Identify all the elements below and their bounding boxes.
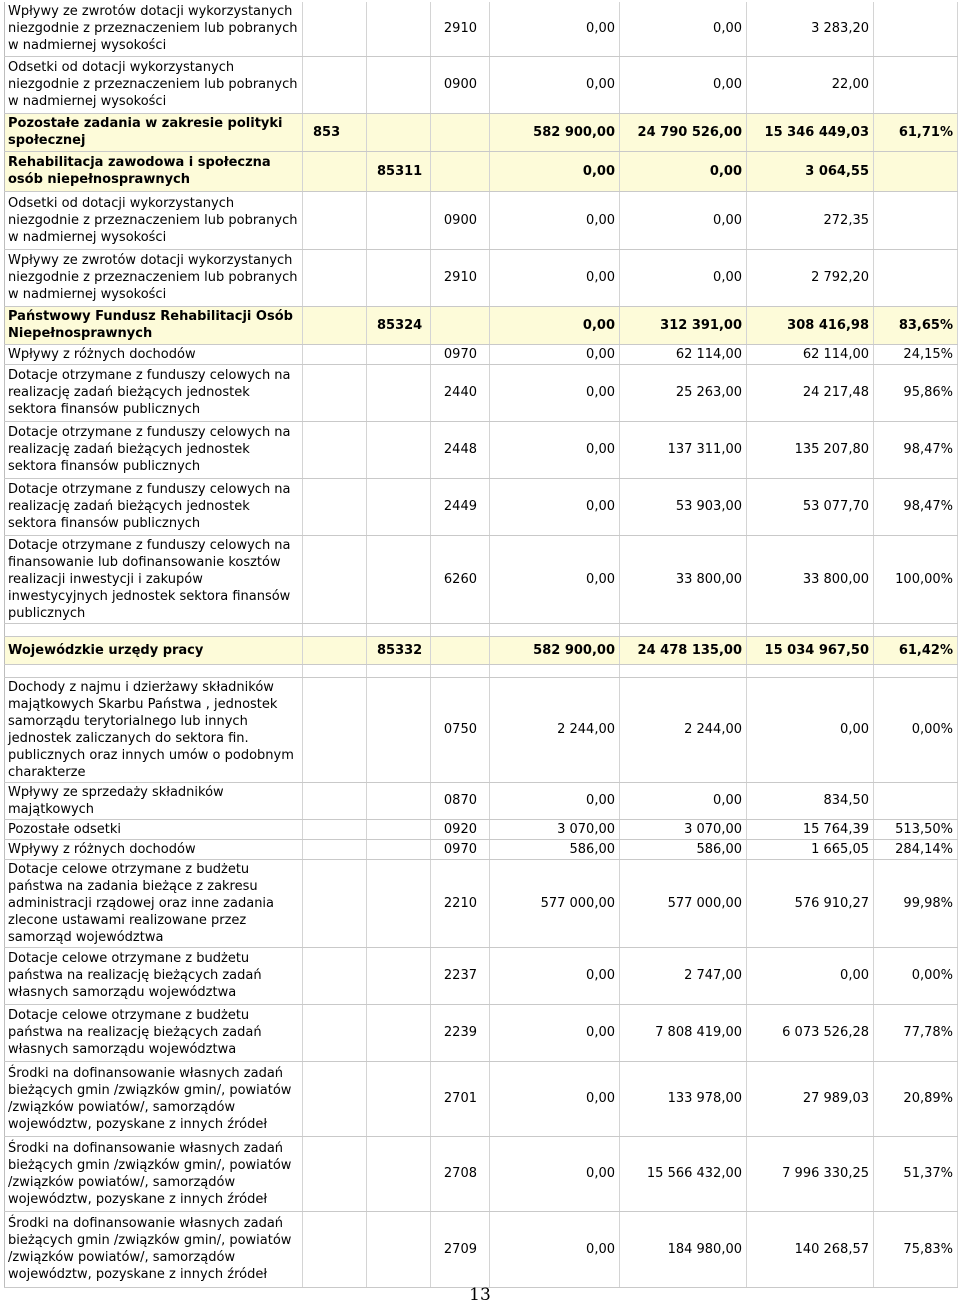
paragraph-code: 0970 — [431, 344, 490, 364]
plan-after-changes-value: 24 790 526,00 — [620, 113, 747, 151]
chapter-code — [303, 1211, 367, 1287]
section-code — [367, 782, 431, 819]
plan-after-changes-value: 586,00 — [620, 839, 747, 859]
row-description: Pozostałe odsetki — [5, 819, 303, 839]
row-description: Dotacje celowe otrzymane z budżetu państwa na zadania bieżące z zakresu administracji rządowej oraz inne zadania zlecone ustawami realizowane przez samorząd województwa — [5, 859, 303, 947]
executed-value: 834,50 — [747, 782, 874, 819]
spacer-cell — [431, 664, 490, 677]
spacer-cell — [431, 623, 490, 636]
plan-after-changes-value: 62 114,00 — [620, 344, 747, 364]
paragraph-code: 0920 — [431, 819, 490, 839]
spacer-cell — [490, 623, 620, 636]
executed-value: 33 800,00 — [747, 535, 874, 623]
plan-after-changes-value: 0,00 — [620, 249, 747, 306]
execution-percent: 77,78% — [874, 1004, 958, 1061]
table-row — [5, 535, 958, 623]
executed-value: 15 034 967,50 — [747, 636, 874, 664]
chapter-code — [303, 249, 367, 306]
table-row — [5, 421, 958, 478]
table-row — [5, 478, 958, 535]
section-code — [367, 478, 431, 535]
executed-value: 1 665,05 — [747, 839, 874, 859]
section-code: 85324 — [367, 306, 431, 344]
execution-percent — [874, 151, 958, 191]
table-row — [5, 1061, 958, 1136]
initial-plan-value: 577 000,00 — [490, 859, 620, 947]
paragraph-code: 0900 — [431, 56, 490, 113]
section-code — [367, 2, 431, 56]
executed-value: 24 217,48 — [747, 364, 874, 421]
spacer-row — [5, 623, 958, 636]
row-description: Środki na dofinansowanie własnych zadań bieżących gmin /związków gmin/, powiatów /związków powiatów/, samorządów województw, pozyskane z innych źródeł — [5, 1136, 303, 1211]
section-code — [367, 191, 431, 249]
executed-value: 135 207,80 — [747, 421, 874, 478]
spacer-cell — [620, 664, 747, 677]
spacer-cell — [620, 623, 747, 636]
section-code — [367, 1136, 431, 1211]
row-description: Dotacje otrzymane z funduszy celowych na realizację zadań bieżących jednostek sektora finansów publicznych — [5, 421, 303, 478]
executed-value: 6 073 526,28 — [747, 1004, 874, 1061]
row-description: Dotacje otrzymane z funduszy celowych na realizację zadań bieżących jednostek sektora finansów publicznych — [5, 478, 303, 535]
plan-after-changes-value: 2 244,00 — [620, 677, 747, 782]
paragraph-code: 2237 — [431, 947, 490, 1004]
row-description: Dotacje celowe otrzymane z budżetu państwa na realizację bieżących zadań własnych samorządu województwa — [5, 1004, 303, 1061]
table-row — [5, 677, 958, 782]
table-row — [5, 249, 958, 306]
chapter-code — [303, 1061, 367, 1136]
table-row — [5, 636, 958, 664]
execution-percent — [874, 56, 958, 113]
initial-plan-value: 0,00 — [490, 421, 620, 478]
executed-value: 15 346 449,03 — [747, 113, 874, 151]
paragraph-code: 2440 — [431, 364, 490, 421]
chapter-code — [303, 478, 367, 535]
execution-percent: 51,37% — [874, 1136, 958, 1211]
initial-plan-value: 582 900,00 — [490, 636, 620, 664]
paragraph-code: 6260 — [431, 535, 490, 623]
chapter-code — [303, 344, 367, 364]
execution-percent: 100,00% — [874, 535, 958, 623]
initial-plan-value: 0,00 — [490, 1004, 620, 1061]
plan-after-changes-value: 33 800,00 — [620, 535, 747, 623]
executed-value: 0,00 — [747, 947, 874, 1004]
plan-after-changes-value: 137 311,00 — [620, 421, 747, 478]
initial-plan-value: 0,00 — [490, 478, 620, 535]
table-row — [5, 782, 958, 819]
section-code — [367, 364, 431, 421]
paragraph-code: 0900 — [431, 191, 490, 249]
initial-plan-value: 0,00 — [490, 947, 620, 1004]
table-row — [5, 819, 958, 839]
budget-income-table — [4, 2, 958, 1288]
initial-plan-value: 2 244,00 — [490, 677, 620, 782]
execution-percent: 284,14% — [874, 839, 958, 859]
paragraph-code: 0750 — [431, 677, 490, 782]
execution-percent: 75,83% — [874, 1211, 958, 1287]
executed-value: 22,00 — [747, 56, 874, 113]
executed-value: 3 283,20 — [747, 2, 874, 56]
initial-plan-value: 0,00 — [490, 249, 620, 306]
initial-plan-value: 0,00 — [490, 1211, 620, 1287]
row-description: Wpływy ze zwrotów dotacji wykorzystanych niezgodnie z przeznaczeniem lub pobranych w nadmiernej wysokości — [5, 249, 303, 306]
paragraph-code: 2910 — [431, 249, 490, 306]
table-row — [5, 151, 958, 191]
paragraph-code: 0870 — [431, 782, 490, 819]
executed-value: 7 996 330,25 — [747, 1136, 874, 1211]
paragraph-code — [431, 113, 490, 151]
spacer-cell — [303, 623, 367, 636]
initial-plan-value: 0,00 — [490, 1136, 620, 1211]
row-description: Odsetki od dotacji wykorzystanych niezgodnie z przeznaczeniem lub pobranych w nadmiernej wysokości — [5, 191, 303, 249]
chapter-code — [303, 947, 367, 1004]
section-code — [367, 947, 431, 1004]
paragraph-code: 0970 — [431, 839, 490, 859]
section-code — [367, 1061, 431, 1136]
section-code — [367, 1211, 431, 1287]
chapter-code — [303, 677, 367, 782]
execution-percent: 513,50% — [874, 819, 958, 839]
spacer-cell — [367, 664, 431, 677]
table-row — [5, 191, 958, 249]
execution-percent: 0,00% — [874, 947, 958, 1004]
table-row — [5, 56, 958, 113]
table-row — [5, 2, 958, 56]
executed-value: 15 764,39 — [747, 819, 874, 839]
paragraph-code: 2210 — [431, 859, 490, 947]
spacer-cell — [5, 623, 303, 636]
paragraph-code: 2449 — [431, 478, 490, 535]
spacer-cell — [5, 664, 303, 677]
table-row — [5, 113, 958, 151]
row-description: Państwowy Fundusz Rehabilitacji Osób Niepełnosprawnych — [5, 306, 303, 344]
execution-percent: 24,15% — [874, 344, 958, 364]
plan-after-changes-value: 15 566 432,00 — [620, 1136, 747, 1211]
plan-after-changes-value: 0,00 — [620, 151, 747, 191]
execution-percent — [874, 191, 958, 249]
table-row — [5, 859, 958, 947]
paragraph-code: 2910 — [431, 2, 490, 56]
initial-plan-value: 0,00 — [490, 1061, 620, 1136]
chapter-code — [303, 364, 367, 421]
section-code — [367, 113, 431, 151]
table-row — [5, 306, 958, 344]
execution-percent: 98,47% — [874, 421, 958, 478]
plan-after-changes-value: 184 980,00 — [620, 1211, 747, 1287]
plan-after-changes-value: 3 070,00 — [620, 819, 747, 839]
initial-plan-value: 0,00 — [490, 306, 620, 344]
chapter-code — [303, 421, 367, 478]
execution-percent: 61,71% — [874, 113, 958, 151]
plan-after-changes-value: 24 478 135,00 — [620, 636, 747, 664]
paragraph-code — [431, 151, 490, 191]
chapter-code — [303, 1136, 367, 1211]
execution-percent — [874, 249, 958, 306]
chapter-code: 853 — [303, 113, 367, 151]
initial-plan-value: 0,00 — [490, 151, 620, 191]
execution-percent: 83,65% — [874, 306, 958, 344]
section-code: 85332 — [367, 636, 431, 664]
table-row — [5, 1136, 958, 1211]
chapter-code — [303, 1004, 367, 1061]
spacer-cell — [874, 623, 958, 636]
row-description: Środki na dofinansowanie własnych zadań bieżących gmin /związków gmin/, powiatów /związków powiatów/, samorządów województw, pozyskane z innych źródeł — [5, 1211, 303, 1287]
row-description: Środki na dofinansowanie własnych zadań bieżących gmin /związków gmin/, powiatów /związków powiatów/, samorządów województw, pozyskane z innych źródeł — [5, 1061, 303, 1136]
row-description: Dotacje celowe otrzymane z budżetu państwa na realizację bieżących zadań własnych samorządu województwa — [5, 947, 303, 1004]
chapter-code — [303, 56, 367, 113]
executed-value: 3 064,55 — [747, 151, 874, 191]
initial-plan-value: 582 900,00 — [490, 113, 620, 151]
table-row — [5, 839, 958, 859]
executed-value: 140 268,57 — [747, 1211, 874, 1287]
chapter-code — [303, 191, 367, 249]
paragraph-code — [431, 306, 490, 344]
initial-plan-value: 0,00 — [490, 344, 620, 364]
initial-plan-value: 0,00 — [490, 191, 620, 249]
plan-after-changes-value: 312 391,00 — [620, 306, 747, 344]
initial-plan-value: 0,00 — [490, 535, 620, 623]
spacer-cell — [303, 664, 367, 677]
initial-plan-value: 0,00 — [490, 364, 620, 421]
spacer-cell — [747, 664, 874, 677]
chapter-code — [303, 535, 367, 623]
plan-after-changes-value: 7 808 419,00 — [620, 1004, 747, 1061]
section-code — [367, 1004, 431, 1061]
table-row — [5, 344, 958, 364]
section-code — [367, 839, 431, 859]
paragraph-code: 2239 — [431, 1004, 490, 1061]
row-description: Dotacje otrzymane z funduszy celowych na realizację zadań bieżących jednostek sektora finansów publicznych — [5, 364, 303, 421]
spacer-row — [5, 664, 958, 677]
section-code — [367, 421, 431, 478]
section-code — [367, 535, 431, 623]
page-number: 13 — [469, 1285, 491, 1305]
spacer-cell — [367, 623, 431, 636]
chapter-code — [303, 782, 367, 819]
plan-after-changes-value: 0,00 — [620, 191, 747, 249]
table-row — [5, 1004, 958, 1061]
plan-after-changes-value: 0,00 — [620, 782, 747, 819]
execution-percent: 99,98% — [874, 859, 958, 947]
initial-plan-value: 0,00 — [490, 2, 620, 56]
executed-value: 27 989,03 — [747, 1061, 874, 1136]
table-row — [5, 1211, 958, 1287]
chapter-code — [303, 636, 367, 664]
initial-plan-value: 3 070,00 — [490, 819, 620, 839]
spacer-cell — [874, 664, 958, 677]
row-description: Dotacje otrzymane z funduszy celowych na finansowanie lub dofinansowanie kosztów realizacji inwestycji i zakupów inwestycyjnych jednostek sektora finansów publicznych — [5, 535, 303, 623]
executed-value: 2 792,20 — [747, 249, 874, 306]
plan-after-changes-value: 2 747,00 — [620, 947, 747, 1004]
executed-value: 62 114,00 — [747, 344, 874, 364]
spacer-cell — [747, 623, 874, 636]
section-code: 85311 — [367, 151, 431, 191]
executed-value: 272,35 — [747, 191, 874, 249]
chapter-code — [303, 839, 367, 859]
execution-percent: 98,47% — [874, 478, 958, 535]
paragraph-code — [431, 636, 490, 664]
plan-after-changes-value: 0,00 — [620, 2, 747, 56]
execution-percent — [874, 2, 958, 56]
section-code — [367, 859, 431, 947]
executed-value: 576 910,27 — [747, 859, 874, 947]
section-code — [367, 249, 431, 306]
row-description: Rehabilitacja zawodowa i społeczna osób niepełnosprawnych — [5, 151, 303, 191]
paragraph-code: 2709 — [431, 1211, 490, 1287]
chapter-code — [303, 2, 367, 56]
row-description: Wpływy ze sprzedaży składników majątkowych — [5, 782, 303, 819]
chapter-code — [303, 151, 367, 191]
row-description: Dochody z najmu i dzierżawy składników majątkowych Skarbu Państwa , jednostek samorządu terytorialnego lub innych jednostek zaliczanych do sektora fin. publicznych oraz innych umów o podobnym charakterze — [5, 677, 303, 782]
execution-percent — [874, 782, 958, 819]
section-code — [367, 677, 431, 782]
row-description: Wpływy z różnych dochodów — [5, 344, 303, 364]
row-description: Wpływy ze zwrotów dotacji wykorzystanych niezgodnie z przeznaczeniem lub pobranych w nadmiernej wysokości — [5, 2, 303, 56]
initial-plan-value: 0,00 — [490, 56, 620, 113]
paragraph-code: 2448 — [431, 421, 490, 478]
chapter-code — [303, 819, 367, 839]
row-description: Odsetki od dotacji wykorzystanych niezgodnie z przeznaczeniem lub pobranych w nadmiernej wysokości — [5, 56, 303, 113]
row-description: Pozostałe zadania w zakresie polityki społecznej — [5, 113, 303, 151]
executed-value: 53 077,70 — [747, 478, 874, 535]
chapter-code — [303, 306, 367, 344]
executed-value: 308 416,98 — [747, 306, 874, 344]
executed-value: 0,00 — [747, 677, 874, 782]
plan-after-changes-value: 0,00 — [620, 56, 747, 113]
paragraph-code: 2708 — [431, 1136, 490, 1211]
execution-percent: 20,89% — [874, 1061, 958, 1136]
chapter-code — [303, 859, 367, 947]
table-row — [5, 947, 958, 1004]
initial-plan-value: 0,00 — [490, 782, 620, 819]
table-row — [5, 364, 958, 421]
paragraph-code: 2701 — [431, 1061, 490, 1136]
execution-percent: 95,86% — [874, 364, 958, 421]
execution-percent: 61,42% — [874, 636, 958, 664]
section-code — [367, 819, 431, 839]
plan-after-changes-value: 53 903,00 — [620, 478, 747, 535]
section-code — [367, 344, 431, 364]
spacer-cell — [490, 664, 620, 677]
execution-percent: 0,00% — [874, 677, 958, 782]
plan-after-changes-value: 25 263,00 — [620, 364, 747, 421]
row-description: Wpływy z różnych dochodów — [5, 839, 303, 859]
plan-after-changes-value: 133 978,00 — [620, 1061, 747, 1136]
plan-after-changes-value: 577 000,00 — [620, 859, 747, 947]
initial-plan-value: 586,00 — [490, 839, 620, 859]
section-code — [367, 56, 431, 113]
row-description: Wojewódzkie urzędy pracy — [5, 636, 303, 664]
